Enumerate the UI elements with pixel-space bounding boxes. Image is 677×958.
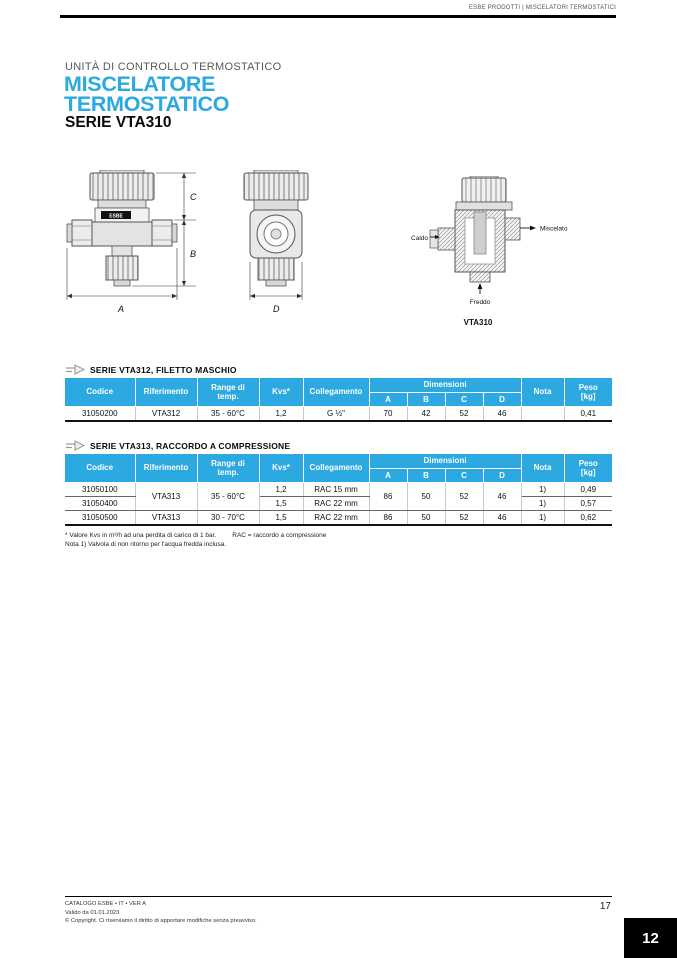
cell-dim-b: 50 [407, 511, 445, 526]
footer-copyright-line: © Copyright. Ci riserviamo il diritto di apportare modifiche senza preavviso. [65, 918, 257, 925]
cell-dim-c: 52 [445, 511, 483, 526]
header-dim-a: A [369, 468, 407, 483]
header-range-l2: temp. [217, 468, 239, 478]
header-breadcrumb: ESBE PRODOTTI | MISCELATORI TERMOSTATICI [468, 5, 616, 11]
header-range-l2: temp. [217, 392, 239, 402]
cell-nota: 1) [521, 483, 564, 497]
header-dim-b: B [407, 392, 445, 407]
header-dim-d: D [483, 392, 521, 407]
chapter-tab: 12 [624, 918, 677, 958]
cell-collegamento: RAC 22 mm [303, 511, 369, 526]
footer-text [65, 900, 257, 926]
cell-codice: 31050200 [65, 407, 135, 422]
header-dim-c: C [445, 468, 483, 483]
header-dim-b: B [407, 468, 445, 483]
valve-body [67, 208, 177, 286]
page-title [64, 72, 230, 116]
table-vta313 [65, 454, 612, 526]
footnote-rac: RAC = raccordo a compressione [232, 532, 327, 539]
header-riferimento: Riferimento [135, 454, 197, 483]
header-dimensioni: Dimensioni [369, 378, 521, 392]
valve-knob [244, 170, 308, 210]
cell-codice: 31050400 [65, 497, 135, 511]
footer-rule [65, 896, 612, 897]
header-peso-l2: [kg] [580, 468, 596, 478]
header-kvs: Kvs* [259, 454, 303, 483]
label-miscelato: Miscelato [540, 225, 568, 233]
table2-title-text: SERIE VTA313, RACCORDO A COMPRESSIONE [90, 440, 291, 451]
header-peso-l2: [kg] [580, 392, 596, 402]
table1-section [65, 364, 612, 422]
header-range-l1: Range di [211, 458, 245, 468]
header-riferimento: Riferimento [135, 378, 197, 407]
arrow-icon [65, 440, 85, 451]
cell-collegamento: G ½" [303, 407, 369, 422]
valve-front-drawing [62, 170, 212, 328]
header-nota: Nota [521, 378, 564, 407]
header-peso-l1: Peso [578, 458, 598, 468]
header-collegamento: Collegamento [303, 378, 369, 407]
header-kvs: Kvs* [259, 378, 303, 407]
valve-knob [456, 176, 512, 210]
cell-peso: 0,49 [564, 483, 612, 497]
footnotes [65, 531, 326, 550]
dim-label-b: B [190, 249, 197, 259]
cell-dim-b: 50 [407, 483, 445, 511]
footnote-kvs-line [65, 531, 326, 540]
header-nota: Nota [521, 454, 564, 483]
cell-peso: 0,57 [564, 497, 612, 511]
cell-dim-a: 86 [369, 483, 407, 511]
header-range-l1: Range di [211, 382, 245, 392]
cell-dim-d: 46 [483, 511, 521, 526]
header-peso-l1: Peso [578, 382, 598, 392]
esbe-logo-text: ESBE [109, 213, 123, 220]
valve-knob [90, 170, 154, 208]
page-eyebrow: UNITÀ DI CONTROLLO TERMOSTATICO [65, 61, 282, 73]
cell-riferimento: VTA312 [135, 407, 197, 422]
page-number: 17 [599, 901, 611, 912]
dim-label-d: D [273, 304, 280, 314]
valve-cutaway-drawing [390, 176, 580, 316]
cell-dim-c: 52 [445, 407, 483, 422]
cell-kvs: 1,2 [259, 483, 303, 497]
table1-title [65, 364, 612, 375]
series-title: SERIE VTA310 [65, 114, 172, 131]
header-collegamento: Collegamento [303, 454, 369, 483]
header-range [197, 454, 259, 483]
table-row [65, 511, 612, 526]
cell-nota [521, 407, 564, 422]
table2-section [65, 440, 612, 526]
cell-kvs: 1,2 [259, 407, 303, 422]
cell-riferimento: VTA313 [135, 483, 197, 511]
cell-dim-b: 42 [407, 407, 445, 422]
table1-title-text: SERIE VTA312, FILETTO MASCHIO [90, 364, 237, 375]
header-dim-c: C [445, 392, 483, 407]
cell-riferimento: VTA313 [135, 511, 197, 526]
table2-title [65, 440, 612, 451]
cell-kvs: 1,5 [259, 497, 303, 511]
cell-peso: 0,41 [564, 407, 612, 422]
cell-peso: 0,62 [564, 511, 612, 526]
cell-dim-c: 52 [445, 483, 483, 511]
cell-dim-d: 46 [483, 483, 521, 511]
footer-validity-line: Valido da 01.01.2023 [65, 909, 120, 916]
cell-dim-a: 86 [369, 511, 407, 526]
cell-collegamento: RAC 22 mm [303, 497, 369, 511]
page-title-line1: MISCELATORE [64, 72, 216, 96]
header-codice: Codice [65, 454, 135, 483]
valve-section-body [430, 210, 520, 282]
page-title-line2: TERMOSTATICO [64, 91, 230, 116]
valve-side-drawing [228, 170, 348, 328]
cell-dim-d: 46 [483, 407, 521, 422]
header-dim-d: D [483, 468, 521, 483]
footer-catalog-line: CATALOGO ESBE • IT • VER A [65, 901, 147, 907]
cell-collegamento: RAC 15 mm [303, 483, 369, 497]
label-caldo: Caldo [411, 235, 428, 242]
cell-nota: 1) [521, 511, 564, 526]
cell-range: 30 - 70°C [197, 511, 259, 526]
arrow-icon [65, 364, 85, 375]
dim-label-a: A [118, 304, 125, 314]
header-peso [564, 378, 612, 407]
footnote-nota: Nota 1) Valvola di non ritorno per l'acqua fredda inclusa. [65, 541, 227, 549]
header-peso [564, 454, 612, 483]
header-codice: Codice [65, 378, 135, 407]
table-vta312 [65, 378, 612, 422]
dim-label-c: C [190, 192, 197, 202]
label-freddo: Freddo [469, 299, 491, 306]
table-row [65, 483, 612, 497]
cutaway-caption: VTA310 [463, 318, 493, 327]
cell-kvs: 1,5 [259, 511, 303, 526]
header-range [197, 378, 259, 407]
footnote-kvs: * Valore Kvs in m³/h ad una perdita di carico di 1 bar. [65, 532, 217, 539]
header-dim-a: A [369, 392, 407, 407]
table-row [65, 407, 612, 422]
cell-codice: 31050100 [65, 483, 135, 497]
cell-codice: 31050500 [65, 511, 135, 526]
cell-range: 35 - 60°C [197, 483, 259, 511]
header-rule [60, 15, 616, 18]
cell-nota: 1) [521, 497, 564, 511]
cell-dim-a: 70 [369, 407, 407, 422]
cell-range: 35 - 60°C [197, 407, 259, 422]
valve-body [250, 210, 302, 286]
header-dimensioni: Dimensioni [369, 454, 521, 468]
